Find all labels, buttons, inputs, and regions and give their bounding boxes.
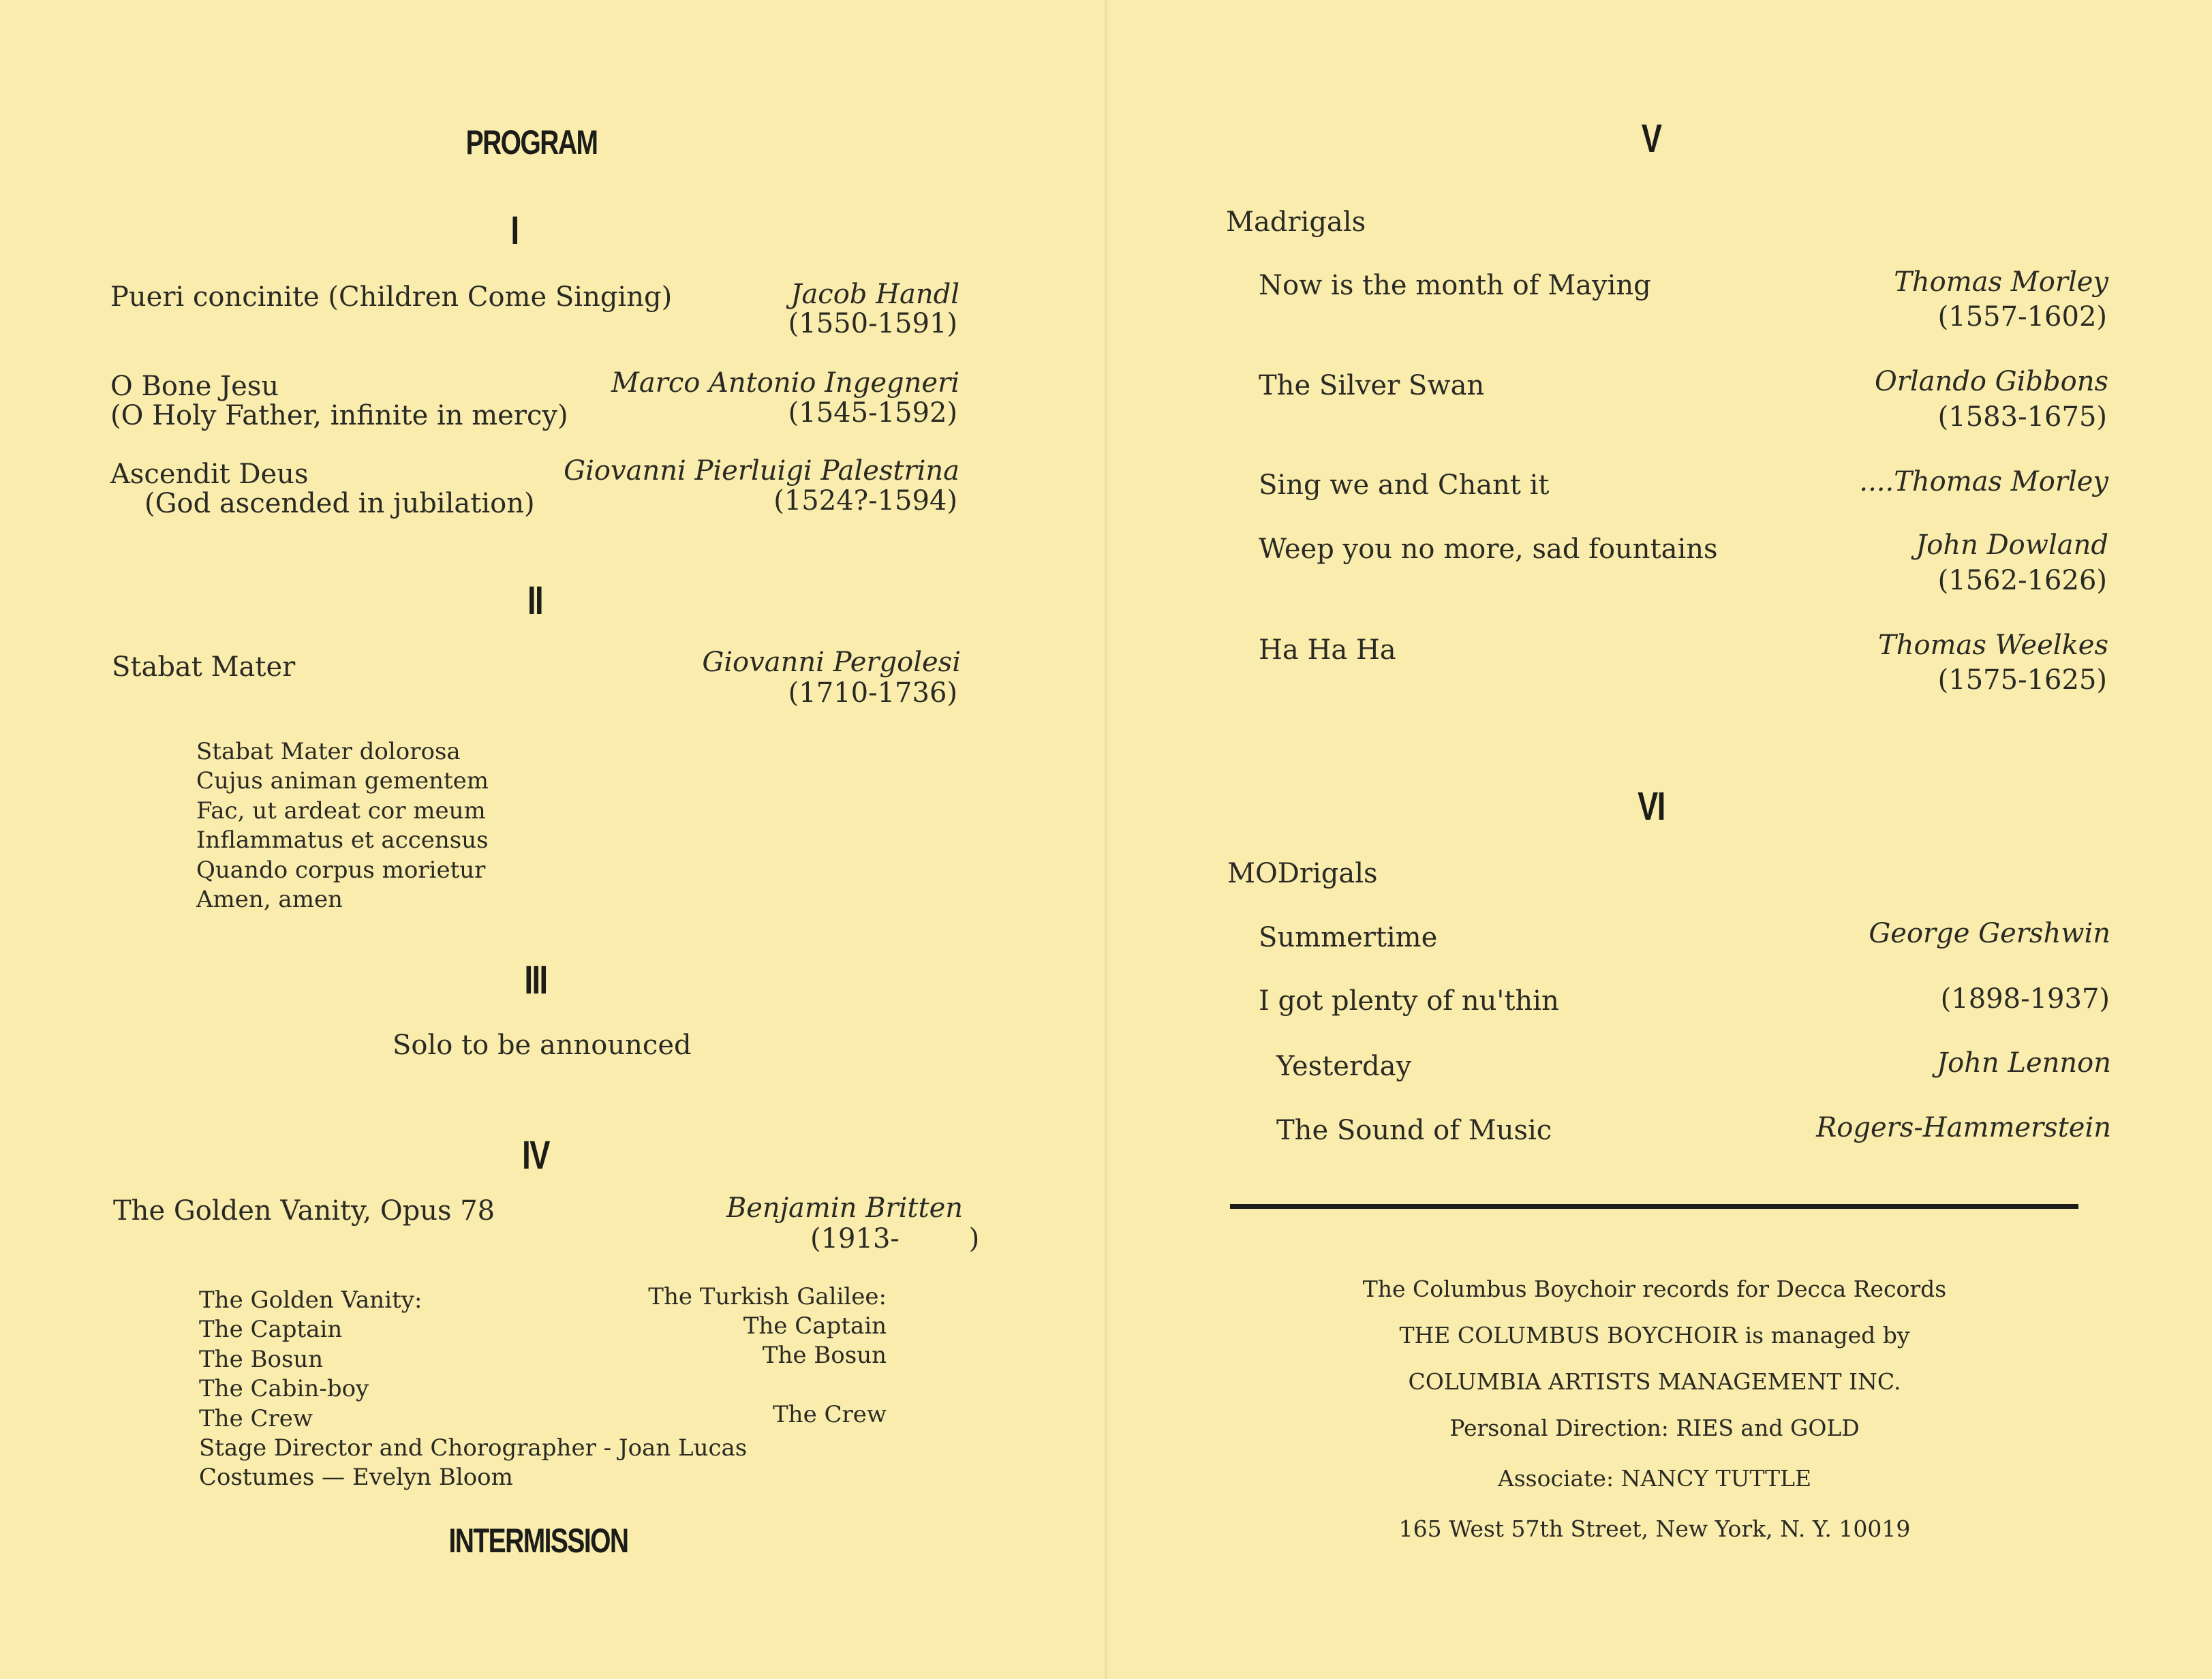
composer-name: Giovanni Pergolesi [702,647,961,678]
piece-title: Summertime [1259,922,1438,953]
composer-dates: (1710-1736) [788,677,957,709]
cast-header-turkish-galilee: The Turkish Galilee: [648,1283,887,1310]
cast-line: The Captain [743,1312,887,1340]
piece-title: The Golden Vanity, Opus 78 [113,1195,495,1227]
section-label: MODrigals [1227,858,1378,889]
section-numeral-vi: VI [1638,784,1665,829]
footer-line: THE COLUMBUS BOYCHOIR is managed by [1399,1322,1910,1349]
composer-dates: (1898-1937) [1940,983,2110,1015]
credit-line: Stage Director and Chorographer - Joan Lucas [199,1434,748,1462]
composer-dates: (1562-1626) [1937,565,2107,596]
composer-dates: (1913- ) [810,1223,980,1254]
section-numeral-v: V [1641,117,1661,161]
cast-line: The Golden Vanity: [199,1287,423,1314]
footer-line: Associate: NANCY TUTTLE [1497,1465,1812,1492]
piece-title: I got plenty of nu'thin [1259,985,1559,1017]
right-page [1106,0,2212,1679]
composer-dates: (1545-1592) [788,397,957,429]
cast-list-golden-vanity [199,1286,747,1493]
footer-line: The Columbus Boychoir records for Decca Records [1362,1276,1947,1302]
piece-subtitle: (O Holy Father, infinite in mercy) [110,400,568,431]
section-numeral-ii: II [527,579,543,623]
cast-line: The Cabin-boy [199,1375,369,1403]
composer-name: John Dowland [1916,529,2108,561]
composer-name: Thomas Weelkes [1878,630,2108,661]
footer-line: Personal Direction: RIES and GOLD [1449,1415,1860,1441]
composer-name: Thomas Morley [1894,266,2108,298]
cast-line: The Bosun [762,1342,887,1369]
footer-line: COLUMBIA ARTISTS MANAGEMENT INC. [1408,1368,1901,1395]
composer-name: Orlando Gibbons [1874,366,2108,397]
divider-rule [1230,1204,2078,1209]
solo-announcement: Solo to be announced [393,1030,692,1061]
piece-title: Sing we and Chant it [1259,469,1550,501]
piece-title: Ascendit Deus [110,459,309,490]
composer-dates: (1583-1675) [1937,401,2107,433]
piece-title: Yesterday [1276,1051,1412,1082]
movement-line: Cujus animan gementem [196,767,489,795]
cast-line: The Bosun [199,1345,324,1373]
composer-dates: (1550-1591) [788,308,957,339]
movement-line: Amen, amen [196,886,343,914]
piece-title: O Bone Jesu [110,371,279,402]
composer-name: Benjamin Britten [726,1192,963,1224]
footer-line: 165 West 57th Street, New York, N. Y. 10019 [1398,1515,1911,1542]
piece-title: The Silver Swan [1259,370,1485,401]
intermission-heading: INTERMISSION [448,1522,628,1560]
composer-name: Jacob Handl [790,279,959,310]
section-label: Madrigals [1226,206,1366,238]
piece-title: Ha Ha Ha [1259,634,1396,666]
composer-name: George Gershwin [1869,918,2110,949]
management-footer [1208,1276,2101,1543]
piece-title: Stabat Mater [112,651,296,683]
piece-title: Weep you no more, sad fountains [1259,534,1718,565]
piece-subtitle: (God ascended in jubilation) [144,488,535,519]
program-title: PROGRAM [465,123,598,161]
movement-line: Fac, ut ardeat cor meum [196,797,486,825]
movement-line: Inflammatus et accensus [196,827,489,854]
cast-line: The Crew [199,1404,313,1432]
composer-name: John Lennon [1937,1047,2111,1079]
piece-title: Pueri concinite (Children Come Singing) [110,281,673,313]
section-numeral-iv: IV [522,1133,549,1177]
section-numeral-i: I [510,209,519,253]
cast-line: The Crew [773,1401,887,1428]
movement-line: Stabat Mater dolorosa [196,738,461,765]
composer-dates: (1557-1602) [1937,301,2107,333]
piece-title: Now is the month of Maying [1259,270,1651,301]
section-numeral-iii: III [524,958,547,1002]
composer-name: Giovanni Pierluigi Palestrina [564,455,959,487]
cast-line: The Captain [199,1316,343,1344]
composer-dates: (1575-1625) [1937,664,2107,696]
composer-dates: (1524?-1594) [773,485,957,517]
composer-name: Rogers-Hammerstein [1816,1112,2111,1143]
piece-title: The Sound of Music [1276,1115,1552,1146]
credit-line: Costumes — Evelyn Bloom [199,1464,513,1492]
movement-line: Quando corpus morietur [196,856,486,884]
composer-name: Marco Antonio Ingegneri [611,367,959,399]
composer-name: ....Thomas Morley [1859,466,2108,497]
stabat-mater-movements [196,737,489,914]
